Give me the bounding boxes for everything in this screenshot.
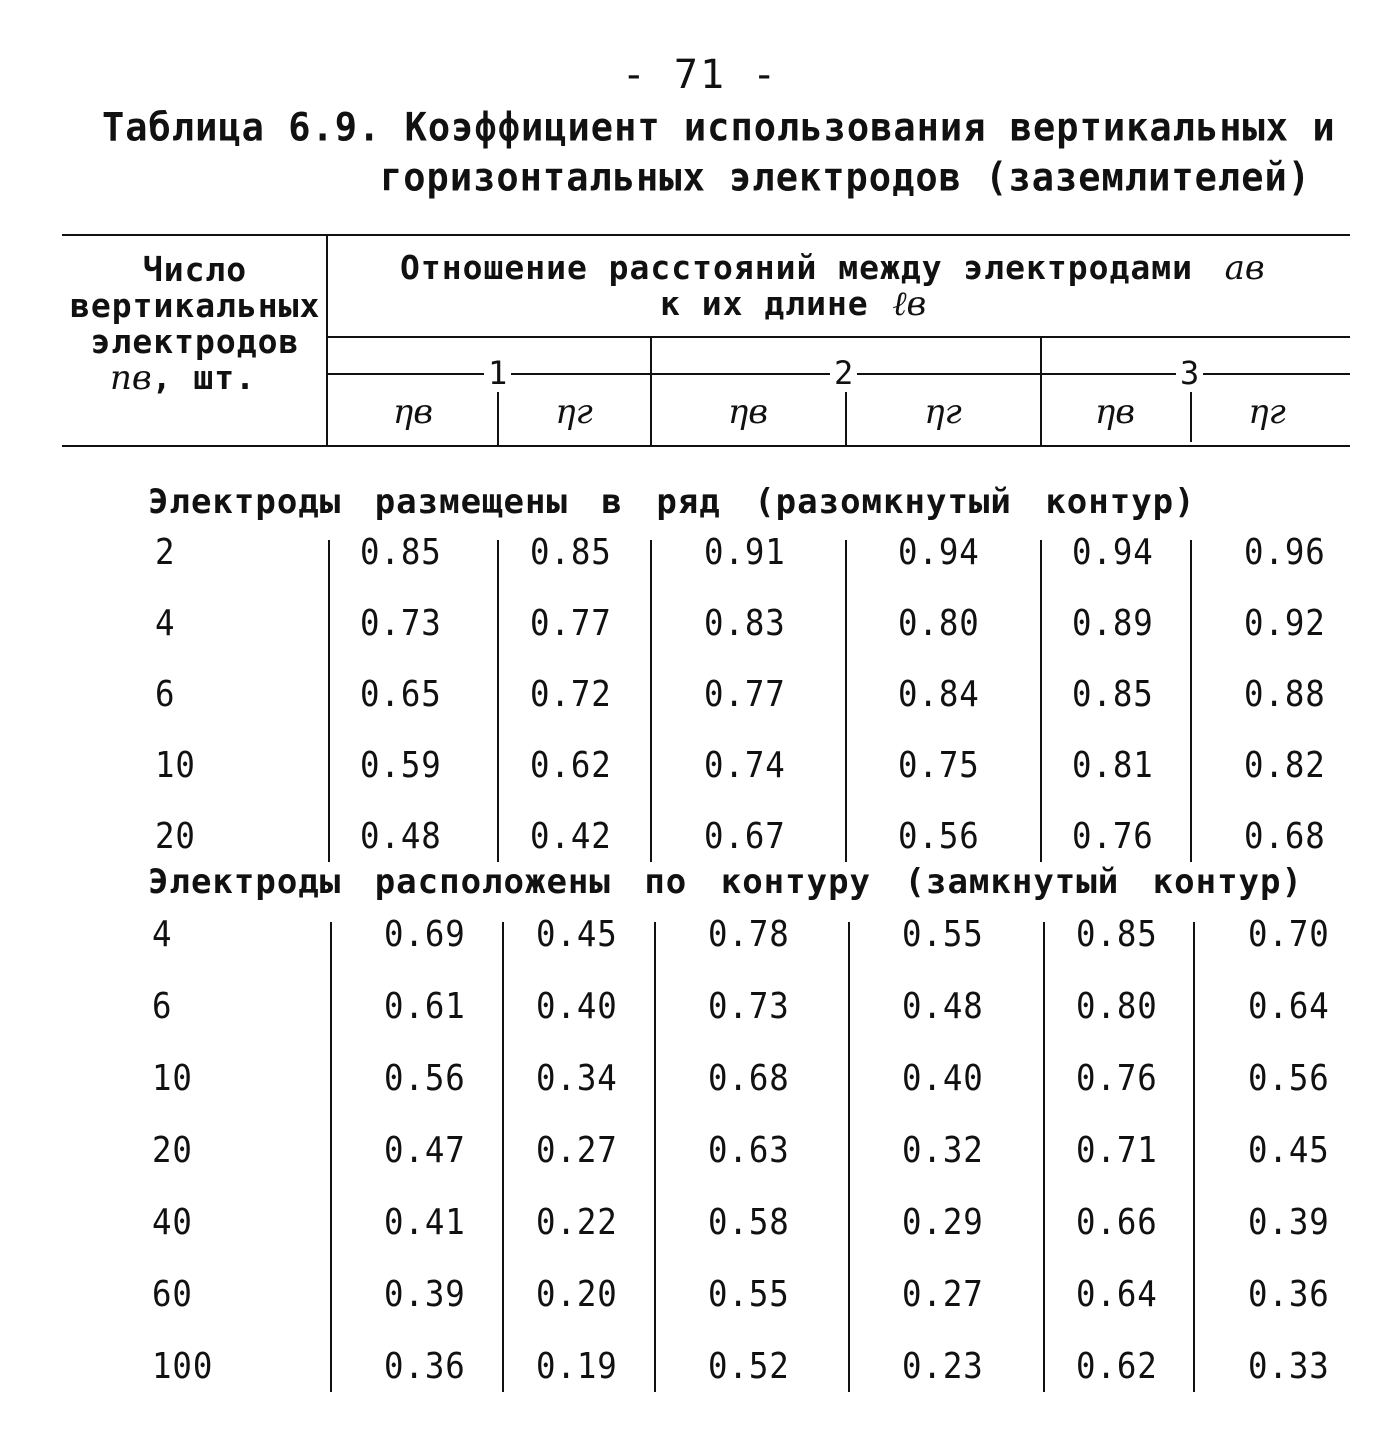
table-row: [0, 1130, 1400, 1190]
subcol-eta-v-3: ηв: [1094, 392, 1136, 432]
coefficient-cell: 0.65: [360, 674, 442, 715]
coefficient-cell: 0.55: [902, 914, 984, 955]
ratio-symbol-l: ℓв: [892, 284, 927, 324]
count-column-divider: [326, 234, 328, 446]
coefficient-cell: 0.32: [902, 1130, 984, 1171]
electrode-count-cell: 60: [152, 1274, 193, 1315]
coefficient-cell: 0.77: [704, 674, 786, 715]
coefficient-cell: 0.77: [530, 603, 612, 644]
coefficient-cell: 0.82: [1244, 745, 1326, 786]
electrode-count-cell: 40: [152, 1202, 193, 1243]
coefficient-cell: 0.89: [1072, 603, 1154, 644]
table-header-bottom-rule: [62, 445, 1350, 447]
coefficient-cell: 0.22: [536, 1202, 618, 1243]
electrode-count-cell: 10: [155, 745, 196, 786]
coefficient-cell: 0.85: [530, 532, 612, 573]
subcol-eta-g-3: ηг: [1248, 392, 1286, 432]
coefficient-cell: 0.66: [1076, 1202, 1158, 1243]
coefficient-cell: 0.36: [1248, 1274, 1330, 1315]
coefficient-cell: 0.62: [530, 745, 612, 786]
coefficient-cell: 0.67: [704, 816, 786, 857]
coefficient-cell: 0.64: [1248, 986, 1330, 1027]
coefficient-cell: 0.69: [384, 914, 466, 955]
subcol-eta-v-2: ηв: [727, 392, 769, 432]
count-header-symbol-line: [110, 358, 256, 398]
coefficient-cell: 0.47: [384, 1130, 466, 1171]
coefficient-cell: 0.94: [898, 532, 980, 573]
coefficient-cell: 0.59: [360, 745, 442, 786]
coefficient-cell: 0.71: [1076, 1130, 1158, 1171]
table-row: [0, 1346, 1400, 1406]
coefficient-cell: 0.74: [704, 745, 786, 786]
count-header-line-1: Число: [142, 250, 248, 289]
coefficient-cell: 0.29: [902, 1202, 984, 1243]
coefficient-cell: 0.94: [1072, 532, 1154, 573]
table-row: [0, 674, 1400, 734]
coefficient-cell: 0.56: [898, 816, 980, 857]
ratio-header-text-1: Отношение расстояний между электродами: [400, 248, 1193, 287]
coefficient-cell: 0.61: [384, 986, 466, 1027]
coefficient-cell: 0.56: [384, 1058, 466, 1099]
section-title-closed-contour: Электроды расположены по контуру (замкнутый контур): [148, 862, 1303, 902]
count-header-line-3: электродов: [90, 322, 300, 361]
table-caption-line-1: Таблица 6.9. Коэффициент использования вертикальных и: [102, 104, 1336, 151]
subcol-divider-2: [845, 392, 847, 446]
ratio-value-3: 3: [1176, 354, 1203, 392]
electrode-count-cell: 20: [155, 816, 196, 857]
coefficient-cell: 0.91: [704, 532, 786, 573]
coefficient-cell: 0.33: [1248, 1346, 1330, 1387]
coefficient-cell: 0.55: [708, 1274, 790, 1315]
coefficient-cell: 0.73: [360, 603, 442, 644]
coefficient-cell: 0.23: [902, 1346, 984, 1387]
electrode-count-cell: 100: [152, 1346, 214, 1387]
electrode-count-cell: 4: [152, 914, 173, 955]
ratio-header-text-2: к их длине: [660, 284, 869, 323]
table-row: [0, 1274, 1400, 1334]
coefficient-cell: 0.68: [1244, 816, 1326, 857]
ratio-symbol-a: aв: [1224, 248, 1265, 288]
coefficient-cell: 0.78: [708, 914, 790, 955]
electrode-count-cell: 6: [155, 674, 176, 715]
count-header-line-2: вертикальных: [70, 286, 321, 325]
coefficient-cell: 0.39: [384, 1274, 466, 1315]
table-row: [0, 986, 1400, 1046]
coefficient-cell: 0.76: [1076, 1058, 1158, 1099]
coefficient-cell: 0.56: [1248, 1058, 1330, 1099]
coefficient-cell: 0.81: [1072, 745, 1154, 786]
coefficient-cell: 0.27: [902, 1274, 984, 1315]
coefficient-cell: 0.80: [1076, 986, 1158, 1027]
coefficient-cell: 0.70: [1248, 914, 1330, 955]
table-row: [0, 603, 1400, 663]
ratio-header-rule: [326, 336, 1350, 338]
coefficient-cell: 0.27: [536, 1130, 618, 1171]
coefficient-cell: 0.41: [384, 1202, 466, 1243]
ratio-value-2: 2: [830, 354, 857, 392]
count-symbol: nв: [110, 358, 152, 398]
coefficient-cell: 0.85: [1076, 914, 1158, 955]
table-top-rule: [62, 234, 1350, 236]
electrode-count-cell: 10: [152, 1058, 193, 1099]
coefficient-cell: 0.58: [708, 1202, 790, 1243]
coefficient-cell: 0.92: [1244, 603, 1326, 644]
coefficient-cell: 0.45: [536, 914, 618, 955]
coefficient-cell: 0.85: [360, 532, 442, 573]
subcol-eta-g-2: ηг: [924, 392, 962, 432]
subcol-eta-g-1: ηг: [555, 392, 593, 432]
electrode-count-cell: 4: [155, 603, 176, 644]
coefficient-cell: 0.88: [1244, 674, 1326, 715]
table-row: [0, 1058, 1400, 1118]
subcol-eta-v-1: ηв: [392, 392, 434, 432]
coefficient-cell: 0.64: [1076, 1274, 1158, 1315]
coefficient-cell: 0.63: [708, 1130, 790, 1171]
ratio-value-1: 1: [484, 354, 511, 392]
electrode-count-cell: 2: [155, 532, 176, 573]
coefficient-cell: 0.40: [536, 986, 618, 1027]
section-title-open-contour: Электроды размещены в ряд (разомкнутый контур): [148, 482, 1196, 522]
coefficient-cell: 0.34: [536, 1058, 618, 1099]
coefficient-cell: 0.42: [530, 816, 612, 857]
table-row: [0, 532, 1400, 592]
table-row: [0, 745, 1400, 805]
coefficient-cell: 0.40: [902, 1058, 984, 1099]
coefficient-cell: 0.36: [384, 1346, 466, 1387]
table-row: [0, 1202, 1400, 1262]
coefficient-cell: 0.83: [704, 603, 786, 644]
coefficient-cell: 0.48: [360, 816, 442, 857]
coefficient-cell: 0.73: [708, 986, 790, 1027]
coefficient-cell: 0.75: [898, 745, 980, 786]
coefficient-cell: 0.76: [1072, 816, 1154, 857]
coefficient-cell: 0.52: [708, 1346, 790, 1387]
coefficient-cell: 0.39: [1248, 1202, 1330, 1243]
coefficient-cell: 0.68: [708, 1058, 790, 1099]
coefficient-cell: 0.20: [536, 1274, 618, 1315]
table-caption-line-2: горизонтальных электродов (заземлителей): [380, 154, 1312, 201]
electrode-count-cell: 6: [152, 986, 173, 1027]
coefficient-cell: 0.80: [898, 603, 980, 644]
coefficient-cell: 0.96: [1244, 532, 1326, 573]
ratio-header-line-1: [400, 248, 1265, 288]
subcol-divider-1: [497, 392, 499, 446]
coefficient-cell: 0.72: [530, 674, 612, 715]
count-unit: , шт.: [151, 358, 257, 397]
ratio-header-line-2: [660, 284, 926, 324]
coefficient-cell: 0.85: [1072, 674, 1154, 715]
page-number: - 71 -: [621, 52, 779, 98]
coefficient-cell: 0.19: [536, 1346, 618, 1387]
coefficient-cell: 0.62: [1076, 1346, 1158, 1387]
table-row: [0, 914, 1400, 974]
coefficient-cell: 0.45: [1248, 1130, 1330, 1171]
coefficient-cell: 0.84: [898, 674, 980, 715]
electrode-count-cell: 20: [152, 1130, 193, 1171]
coefficient-cell: 0.48: [902, 986, 984, 1027]
